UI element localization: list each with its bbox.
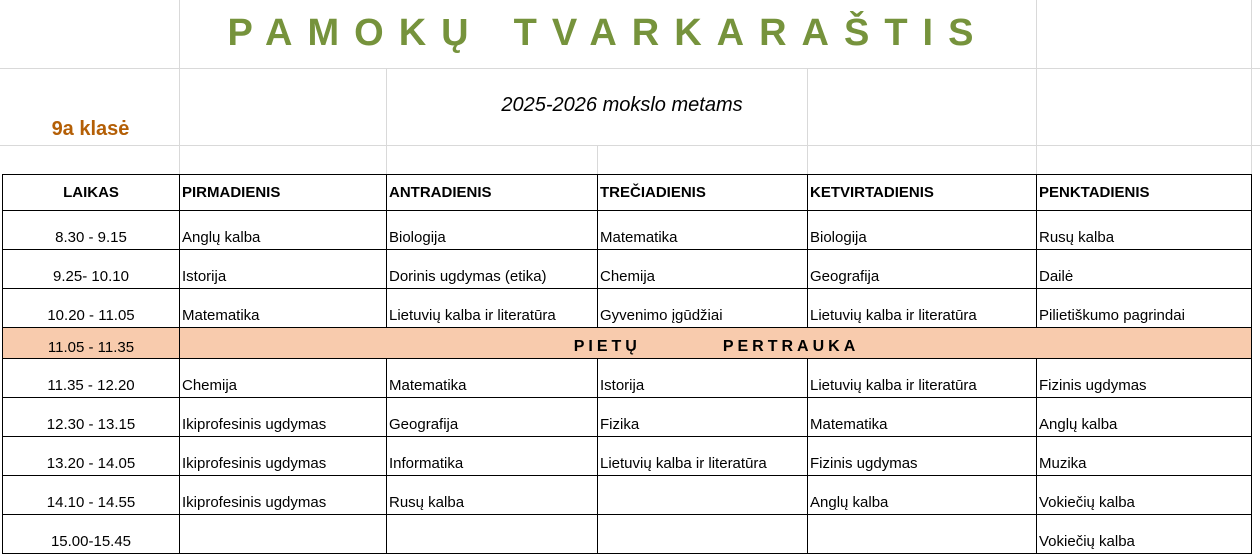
lesson-cell xyxy=(180,515,387,554)
grid-line xyxy=(1251,0,1252,174)
lesson-cell: Pilietiškumo pagrindai xyxy=(1037,289,1252,328)
lesson-cell: Muzika xyxy=(1037,437,1252,476)
time-cell: 8.30 - 9.15 xyxy=(3,211,180,250)
column-header-antradienis: ANTRADIENIS xyxy=(387,175,598,211)
lesson-cell: Lietuvių kalba ir literatūra xyxy=(808,289,1037,328)
lunch-break-row xyxy=(3,328,1252,359)
lesson-cell: Fizinis ugdymas xyxy=(808,437,1037,476)
lesson-cell xyxy=(598,515,808,554)
lesson-cell: Chemija xyxy=(598,250,808,289)
lesson-cell: Ikiprofesinis ugdymas xyxy=(180,476,387,515)
time-cell: 14.10 - 14.55 xyxy=(3,476,180,515)
grid-line xyxy=(597,145,598,174)
time-cell: 10.20 - 11.05 xyxy=(3,289,180,328)
title-part-1: PAMOKŲ xyxy=(227,12,484,54)
table-row xyxy=(3,398,1252,437)
lesson-cell: Vokiečių kalba xyxy=(1037,515,1252,554)
column-header-laikas: LAIKAS xyxy=(3,175,180,211)
table-row xyxy=(3,250,1252,289)
lesson-cell: Rusų kalba xyxy=(1037,211,1252,250)
lesson-cell: Dailė xyxy=(1037,250,1252,289)
lesson-cell: Istorija xyxy=(180,250,387,289)
lesson-cell: Matematika xyxy=(598,211,808,250)
lesson-cell: Geografija xyxy=(387,398,598,437)
class-label: 9a klasė xyxy=(51,118,130,140)
column-header-treciadienis: TREČIADIENIS xyxy=(598,175,808,211)
lesson-cell: Dorinis ugdymas (etika) xyxy=(387,250,598,289)
school-year-subtitle: 2025-2026 mokslo metams xyxy=(501,94,743,116)
table-row xyxy=(3,476,1252,515)
lesson-cell xyxy=(808,515,1037,554)
lesson-cell: Vokiečių kalba xyxy=(1037,476,1252,515)
lesson-cell: Anglų kalba xyxy=(808,476,1037,515)
time-cell: 9.25- 10.10 xyxy=(3,250,180,289)
lesson-cell: Matematika xyxy=(808,398,1037,437)
table-row xyxy=(3,515,1252,554)
lunch-break-label xyxy=(180,328,1252,359)
lesson-cell: Geografija xyxy=(808,250,1037,289)
time-cell: 11.05 - 11.35 xyxy=(3,328,180,359)
table-row xyxy=(3,211,1252,250)
lesson-cell: Matematika xyxy=(387,359,598,398)
column-header-pirmadienis: PIRMADIENIS xyxy=(180,175,387,211)
lesson-cell: Lietuvių kalba ir literatūra xyxy=(598,437,808,476)
time-cell: 15.00-15.45 xyxy=(3,515,180,554)
column-header-ketvirtadienis: KETVIRTADIENIS xyxy=(808,175,1037,211)
grid-line xyxy=(386,68,387,174)
lesson-cell: Ikiprofesinis ugdymas xyxy=(180,437,387,476)
time-cell: 13.20 - 14.05 xyxy=(3,437,180,476)
lesson-cell: Lietuvių kalba ir literatūra xyxy=(808,359,1037,398)
table-row xyxy=(3,437,1252,476)
lesson-cell: Biologija xyxy=(387,211,598,250)
lesson-cell: Biologija xyxy=(808,211,1037,250)
lesson-cell: Anglų kalba xyxy=(180,211,387,250)
lesson-cell: Rusų kalba xyxy=(387,476,598,515)
time-cell: 12.30 - 13.15 xyxy=(3,398,180,437)
grid-line xyxy=(807,68,808,174)
grid-line xyxy=(0,68,1260,69)
lesson-cell xyxy=(598,476,808,515)
title-part-2: TVARKARAŠTIS xyxy=(513,12,989,54)
lunch-label-part-1: PIETŲ xyxy=(573,338,641,355)
table-row xyxy=(3,289,1252,328)
lesson-cell: Ikiprofesinis ugdymas xyxy=(180,398,387,437)
table-header-row xyxy=(3,175,1252,211)
lunch-label-part-2: PERTRAUKA xyxy=(722,338,860,355)
grid-line xyxy=(0,145,1260,146)
lesson-cell: Anglų kalba xyxy=(1037,398,1252,437)
grid-line xyxy=(1036,0,1037,174)
lesson-cell: Fizinis ugdymas xyxy=(1037,359,1252,398)
lesson-cell: Istorija xyxy=(598,359,808,398)
lesson-cell: Matematika xyxy=(180,289,387,328)
lesson-cell: Gyvenimo įgūdžiai xyxy=(598,289,808,328)
lesson-cell xyxy=(387,515,598,554)
column-header-penktadienis: PENKTADIENIS xyxy=(1037,175,1252,211)
table-row xyxy=(3,359,1252,398)
time-cell: 11.35 - 12.20 xyxy=(3,359,180,398)
timetable xyxy=(2,174,1252,554)
lesson-cell: Chemija xyxy=(180,359,387,398)
lesson-cell: Informatika xyxy=(387,437,598,476)
lesson-cell: Fizika xyxy=(598,398,808,437)
page-title xyxy=(180,12,1036,55)
lesson-cell: Lietuvių kalba ir literatūra xyxy=(387,289,598,328)
